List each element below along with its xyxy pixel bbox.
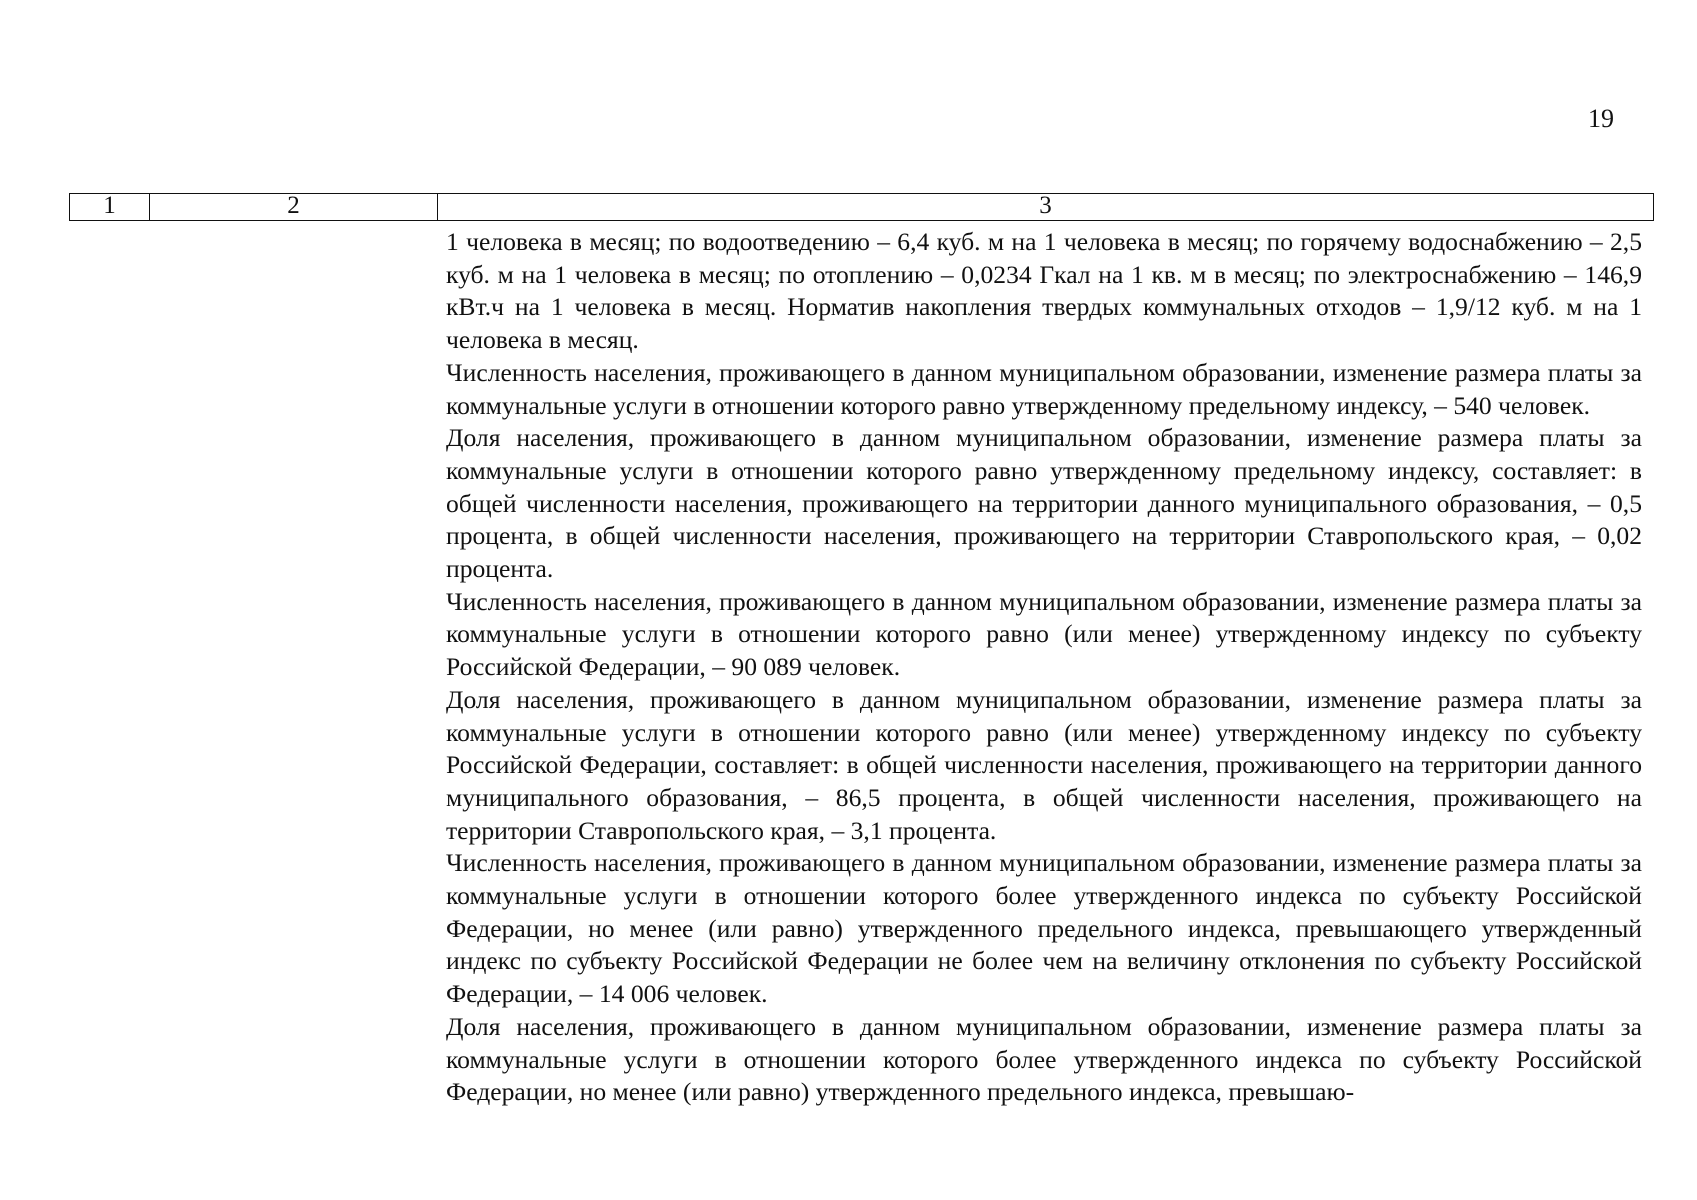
paragraph: Численность населения, проживающего в данном муниципальном образовании, изменение размера платы за коммунальные услуги в отношении которого более утвержденного индекса по субъекту Российской Федерации, но менее (или равно) утвержденного предельного индекса, превышающего утвержденный индекс по субъекту Российской Федерации не более чем на величину отклонения по субъекту Российской Федерации, – 14 006 человек. <box>446 848 1642 1009</box>
paragraph: Доля населения, проживающего в данном муниципальном образовании, изменение размера платы за коммунальные услуги в отношении которого равно утвержденному предельному индексу, составляет: в общей численности населения, проживающего на территории данного муниципального образования, – 0,5 процента, в общей численности населения, проживающего на территории Ставропольского края, – 0,02 процента. <box>446 423 1642 584</box>
column-header-1: 1 <box>70 194 150 221</box>
paragraph: 1 человека в месяц; по водоотведению – 6,4 куб. м на 1 человека в месяц; по горячему водоснабжению – 2,5 куб. м на 1 человека в месяц; по отоплению – 0,0234 Гкал на 1 кв. м в месяц; по электроснабжению – 146,9 кВт.ч на 1 человека в месяц. Норматив накопления твердых коммунальных отходов – 1,9/12 куб. м на 1 человека в месяц. <box>446 227 1642 355</box>
column-header-row <box>70 194 1654 221</box>
column-header-table <box>69 193 1654 221</box>
column-3-content <box>446 226 1642 1109</box>
column-header-2: 2 <box>150 194 438 221</box>
paragraph: Доля населения, проживающего в данном муниципальном образовании, изменение размера платы за коммунальные услуги в отношении которого равно (или менее) утвержденному индексу по субъекту Российской Федерации, составляет: в общей численности населения, проживающего на территории данного муниципального образования, – 86,5 процента, в общей численности населения, проживающего на территории Ставропольского края, – 3,1 процента. <box>446 684 1642 845</box>
column-header-3: 3 <box>438 194 1654 221</box>
paragraph: Численность населения, проживающего в данном муниципальном образовании, изменение размера платы за коммунальные услуги в отношении которого равно (или менее) утвержденному индексу по субъекту Российской Федерации, – 90 089 человек. <box>446 586 1642 682</box>
page-number: 19 <box>1588 104 1614 133</box>
paragraph: Численность населения, проживающего в данном муниципальном образовании, изменение размера платы за коммунальные услуги в отношении которого равно утвержденному предельному индексу, – 540 человек. <box>446 357 1642 420</box>
paragraph: Доля населения, проживающего в данном муниципальном образовании, изменение размера платы за коммунальные услуги в отношении которого более утвержденного индекса по субъекту Российской Федерации, но менее (или равно) утвержденного предельного индекса, превышаю- <box>446 1011 1642 1107</box>
